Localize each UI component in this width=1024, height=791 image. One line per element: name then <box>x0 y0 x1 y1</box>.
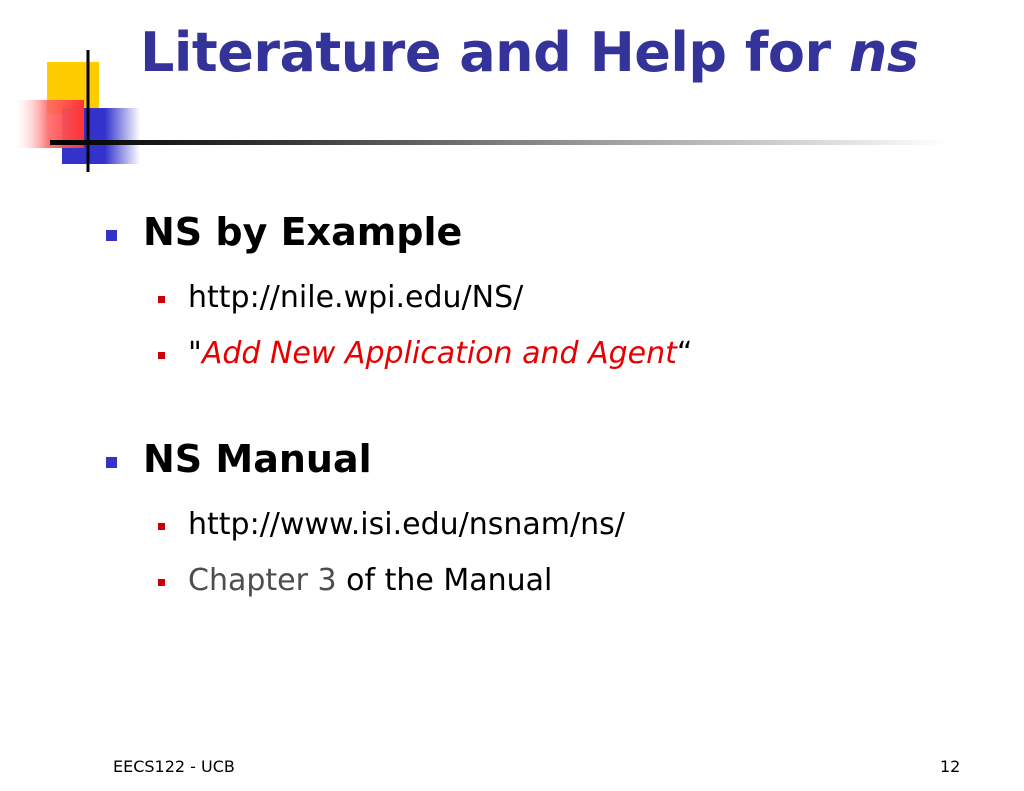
sub-bullet-square-icon <box>158 523 165 530</box>
sub-bullet-square-icon <box>158 579 165 586</box>
section-heading-label: NS by Example <box>143 210 463 254</box>
page-title <box>140 22 918 84</box>
slide-decoration-icon <box>0 0 150 180</box>
quote-close: “ <box>676 336 693 371</box>
bullet-square-icon <box>106 457 117 468</box>
footer-course: EECS122 - UCB <box>113 757 235 776</box>
chapter-reference: Chapter 3 <box>188 563 337 598</box>
list-item <box>188 280 523 316</box>
page-number: 12 <box>940 757 961 776</box>
emphasis-text: Add New Application and Agent <box>201 336 677 371</box>
sub-bullet-square-icon <box>158 296 165 303</box>
quote-open: " <box>188 336 202 371</box>
list-item <box>188 336 692 372</box>
bullet-square-icon <box>106 230 117 241</box>
url-link-nile[interactable]: http://nile.wpi.edu/NS/ <box>188 280 524 315</box>
manual-reference: of the Manual <box>336 563 553 598</box>
title-underline <box>50 140 950 145</box>
section-heading-label: NS Manual <box>143 437 372 481</box>
sub-bullet-square-icon <box>158 352 165 359</box>
title-main: Literature and Help for <box>140 21 849 84</box>
url-link-isi[interactable]: http://www.isi.edu/nsnam/ns/ <box>188 507 625 542</box>
list-item <box>188 563 552 599</box>
title-italic: ns <box>848 21 919 84</box>
section-heading-ns-manual <box>143 437 372 483</box>
section-heading-ns-by-example <box>143 210 462 256</box>
list-item <box>188 507 625 543</box>
